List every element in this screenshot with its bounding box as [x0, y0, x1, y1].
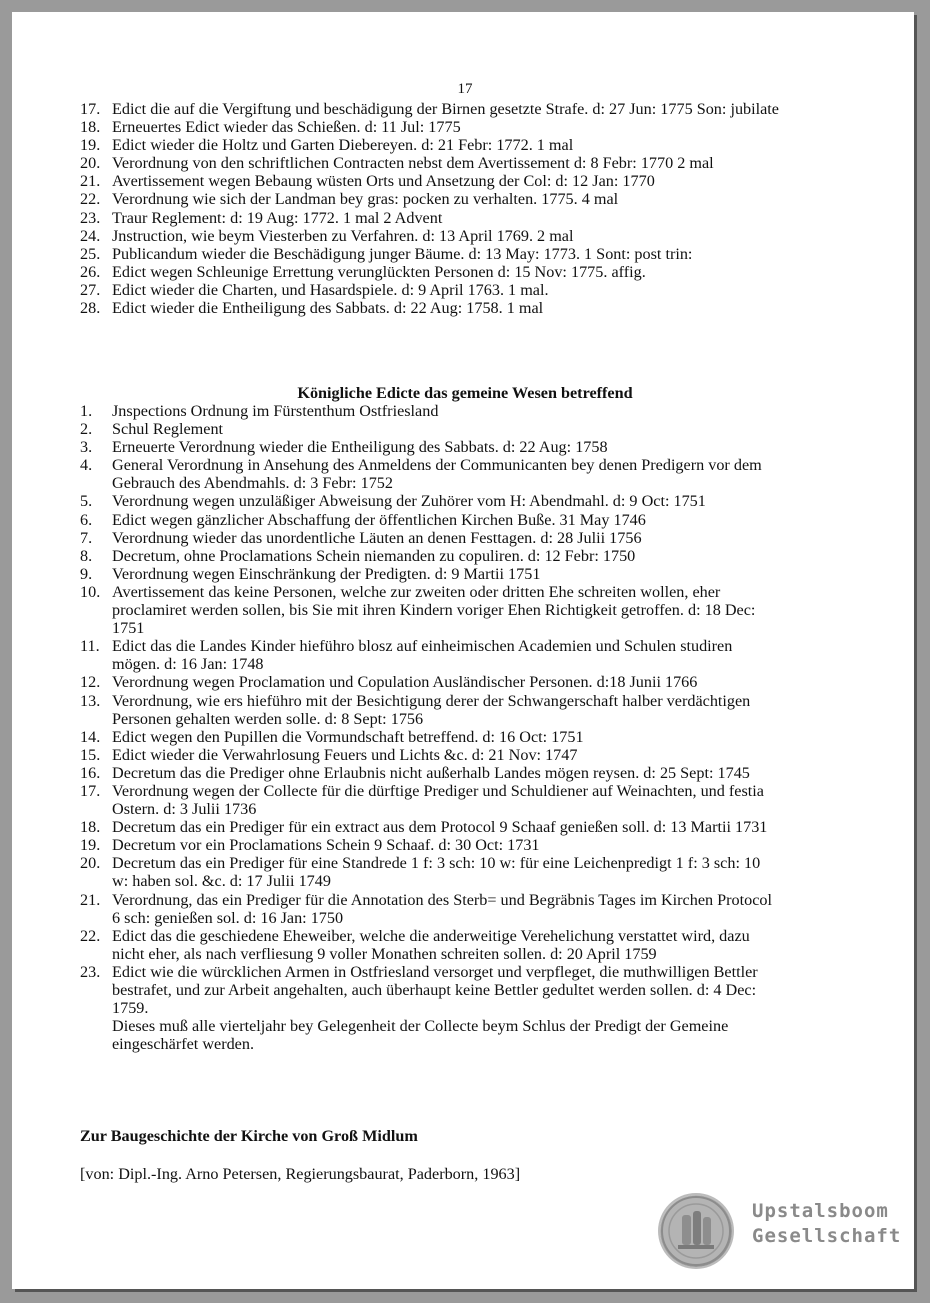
- section-heading-church-history: Zur Baugeschichte der Kirche von Groß Midlum: [80, 1127, 418, 1145]
- list-item-text: General Verordnung in Ansehung des Anmeldens der Communicanten bey denen Predigern vor dem Gebrauch des Abendmahls. d: 3 Febr: 1752: [112, 456, 762, 493]
- list-item-number: 14.: [80, 727, 101, 746]
- list-item: [80, 299, 780, 317]
- list-item-text: Edict wieder die Holtz und Garten Diebereyen. d: 21 Febr: 1772. 1 mal: [112, 136, 574, 155]
- society-logo: [660, 1195, 910, 1275]
- list-item-number: 9.: [80, 564, 93, 583]
- list-item-text: Erneuertes Edict wieder das Schießen. d: 11 Jul: 1775: [112, 118, 461, 137]
- list-item: [80, 728, 780, 746]
- list-item-number: 5.: [80, 492, 93, 511]
- list-item-text: Edict wegen Schleunige Errettung verunglückten Personen d: 15 Nov: 1775. affig.: [112, 262, 646, 281]
- list-item-text: Verordnung wieder das unordentliche Läuten an denen Festtagen. d: 28 Julii 1756: [112, 528, 642, 547]
- list-item-text: Avertissement das keine Personen, welche zur zweiten oder dritten Ehe schreiten wollen, eher proclamiret werden sollen, bis Sie mit ihren Kindern voriger Ehen Richtigkeit getroffen. d: 18 Dec: 1751: [112, 582, 756, 638]
- list-item-text: Edict das die Landes Kinder hieführo blosz auf einheimischen Academien und Schulen studiren mögen. d: 16 Jan: 1748: [112, 637, 733, 674]
- list-item-number: 17.: [80, 100, 101, 118]
- list-item-text: Edict wegen gänzlicher Abschaffung der öffentlichen Kirchen Buße. 31 May 1746: [112, 510, 646, 529]
- list-item-text: Decretum das ein Prediger für eine Standrede 1 f: 3 sch: 10 w: für eine Leichenpredigt 1 f: 3 sch: 10 w: haben sol. &c. d: 17 Julii 1749: [112, 854, 761, 891]
- list-item-text: Edict die auf die Vergiftung und beschädigung der Birnen gesetzte Strafe. d: 27 Jun: 1775 Son: jubilate: [112, 100, 779, 118]
- list-item-text: Erneuerte Verordnung wieder die Entheiligung des Sabbats. d: 22 Aug: 1758: [112, 438, 608, 457]
- list-item-number: 23.: [80, 962, 101, 981]
- list-item-number: 22.: [80, 190, 101, 209]
- list-item: [80, 529, 780, 547]
- list-note: Dieses muß alle vierteljahr bey Gelegenheit der Collecte beym Schlus der Predigt der Gemeine eingeschärfet werden.: [112, 1017, 729, 1054]
- list-item-text: Verordnung wie sich der Landman bey gras: pocken zu verhalten. 1775. 4 mal: [112, 190, 619, 209]
- list-item-text: Jnstruction, wie beym Viesterben zu Verfahren. d: 13 April 1769. 2 mal: [112, 226, 574, 245]
- list-item: [80, 190, 780, 208]
- list-item-number: 18.: [80, 118, 101, 137]
- list-item-text: Verordnung wegen der Collecte für die dürftige Prediger und Schuldiener auf Weinachten, und festia Ostern. d: 3 Julii 1736: [112, 781, 764, 819]
- list-item: [80, 245, 780, 263]
- logo-line-2: Gesellschaft: [752, 1225, 902, 1247]
- list-item: [80, 547, 780, 565]
- list-item-number: 11.: [80, 637, 100, 656]
- list-item-text: Decretum, ohne Proclamations Schein niemanden zu copuliren. d: 12 Febr: 1750: [112, 546, 636, 565]
- list-item-number: 22.: [80, 926, 101, 945]
- list-item-number: 12.: [80, 673, 101, 692]
- list-item-text: Verordnung wegen unzuläßiger Abweisung der Zuhörer vom H: Abendmahl. d: 9 Oct: 1751: [112, 492, 706, 511]
- list-item-text: Verordnung, wie ers hieführo mit der Besichtigung derer der Schwangerschaft halber verdächtigen Personen gehalten werden solle. d: 8 Sept: 1756: [112, 691, 751, 728]
- list-item-number: 21.: [80, 172, 101, 191]
- list-item-text: Decretum das ein Prediger für ein extract aus dem Protocol 9 Schaaf genießen soll. d: 13 Martii 1731: [112, 818, 768, 837]
- list-item: [80, 209, 780, 227]
- list-item: [80, 927, 780, 963]
- list-item-text: Verordnung von den schriftlichen Contracten nebst dem Avertissement d: 8 Febr: 1770 2 mal: [112, 154, 714, 173]
- list-item-text: Edict wieder die Charten, und Hasardspiele. d: 9 April 1763. 1 mal.: [112, 280, 549, 299]
- list-item: [80, 818, 780, 836]
- list-item: [80, 263, 780, 281]
- document-page: [12, 12, 914, 1289]
- list-item: [80, 782, 780, 818]
- list-item: [80, 746, 780, 764]
- list-item: [80, 100, 780, 118]
- list-item-text: Verordnung, das ein Prediger für die Annotation des Sterb= und Begräbnis Tages im Kirchen Protocol 6 sch: genießen sol. d: 16 Jan: 1750: [112, 890, 773, 927]
- list-item-number: 3.: [80, 438, 93, 457]
- list-item: [80, 227, 780, 245]
- list-item: [80, 891, 780, 927]
- list-item: [80, 420, 780, 438]
- list-item-number: 20.: [80, 854, 101, 873]
- list-item: [80, 118, 780, 136]
- list-item: [80, 673, 780, 691]
- list-item: [80, 402, 780, 420]
- list-item: [80, 565, 780, 583]
- list-item-number: 19.: [80, 836, 101, 855]
- list-item-number: 20.: [80, 154, 101, 173]
- list-item: [80, 456, 780, 492]
- seal-icon: [660, 1195, 732, 1267]
- list-item: [80, 154, 780, 172]
- list-item-number: 15.: [80, 745, 101, 764]
- list-item-number: 21.: [80, 890, 101, 909]
- list-item-text: Jnspections Ordnung im Fürstenthum Ostfriesland: [112, 402, 439, 420]
- list-item: [80, 764, 780, 782]
- list-item-text: Decretum vor ein Proclamations Schein 9 Schaaf. d: 30 Oct: 1731: [112, 836, 540, 855]
- list-item: [80, 511, 780, 529]
- list-item: [80, 136, 780, 154]
- list-item-number: 4.: [80, 456, 93, 475]
- list-item-text: Verordnung wegen Einschränkung der Predigten. d: 9 Martii 1751: [112, 564, 541, 583]
- list-item: [80, 692, 780, 728]
- list-item-number: 17.: [80, 781, 101, 800]
- list-item-number: 26.: [80, 262, 101, 281]
- list-item: [80, 172, 780, 190]
- list-item-text: Edict wegen den Pupillen die Vormundschaft betreffend. d: 16 Oct: 1751: [112, 727, 584, 746]
- list-item-number: 19.: [80, 136, 101, 155]
- list-item-text: Edict das die geschiedene Eheweiber, welche die anderweitige Verehelichung verstattet wird, dazu nicht eher, als nach verfliesung 9 voller Monathen schreiten sollen. d: 20 April 1759: [112, 926, 750, 963]
- edict-list-continued: [80, 100, 780, 317]
- list-item-number: 10.: [80, 582, 101, 601]
- list-item-number: 8.: [80, 546, 93, 565]
- list-item: [80, 583, 780, 637]
- list-item-number: 6.: [80, 510, 93, 529]
- section-heading-royal-edicts: Königliche Edicte das gemeine Wesen betreffend: [297, 384, 633, 402]
- list-item-number: 13.: [80, 691, 101, 710]
- list-item-text: Avertissement wegen Bebaung wüsten Orts und Ansetzung der Col: d: 12 Jan: 1770: [112, 172, 655, 191]
- list-item-number: 1.: [80, 402, 93, 420]
- list-item-text: Edict wieder die Entheiligung des Sabbats. d: 22 Aug: 1758. 1 mal: [112, 299, 544, 318]
- list-item: [80, 438, 780, 456]
- source-citation: [von: Dipl.-Ing. Arno Petersen, Regierungsbaurat, Paderborn, 1963]: [80, 1165, 521, 1183]
- list-item-text: Decretum das die Prediger ohne Erlaubnis nicht außerhalb Landes mögen reysen. d: 25 Sept: 1745: [112, 763, 750, 782]
- list-item-number: 7.: [80, 528, 93, 547]
- list-item-number: 23.: [80, 208, 101, 227]
- logo-text: [752, 1199, 901, 1249]
- list-item-number: 18.: [80, 818, 101, 837]
- list-item-number: 28.: [80, 299, 101, 318]
- list-item-number: 24.: [80, 226, 101, 245]
- list-item-text: Traur Reglement: d: 19 Aug: 1772. 1 mal 2 Advent: [112, 208, 443, 227]
- list-item-text: Schul Reglement: [112, 420, 224, 439]
- list-item-number: 27.: [80, 280, 101, 299]
- list-item-number: 16.: [80, 763, 101, 782]
- list-item-number: 25.: [80, 244, 101, 263]
- list-item-text: Edict wieder die Verwahrlosung Feuers und Lichts &c. d: 21 Nov: 1747: [112, 745, 578, 764]
- page-number: 17: [457, 81, 473, 97]
- list-item-text: Edict wie die würcklichen Armen in Ostfriesland versorget und verpfleget, die muthwilligen Bettler bestrafet, und zur Arbeit angehalten, auch überhaupt keine Bettler gedultet werden sollen. d: 4 Dec: 1759.: [112, 962, 758, 1018]
- list-item: [80, 836, 780, 854]
- list-item: [80, 637, 780, 673]
- logo-line-1: Upstalsboom: [752, 1200, 889, 1222]
- list-item-text: Verordnung wegen Proclamation und Copulation Ausländischer Personen. d:18 Junii 1766: [112, 673, 698, 692]
- list-item: [80, 281, 780, 299]
- list-item-number: 2.: [80, 420, 93, 439]
- list-item: [80, 963, 780, 1017]
- list-item: [80, 492, 780, 510]
- royal-edict-list: [80, 402, 780, 1053]
- list-item: [80, 854, 780, 890]
- list-item-text: Publicandum wieder die Beschädigung junger Bäume. d: 13 May: 1773. 1 Sont: post trin:: [112, 244, 693, 263]
